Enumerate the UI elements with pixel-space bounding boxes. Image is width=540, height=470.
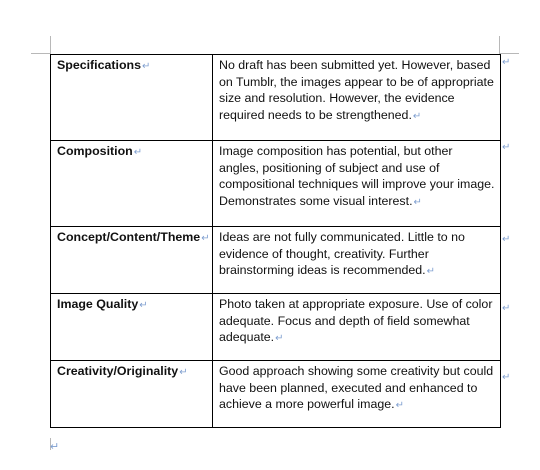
row-end-mark-icon: ↵: [502, 142, 511, 153]
paragraph-mark-icon: ↵: [426, 266, 435, 277]
paragraph-mark-icon: ↵: [142, 61, 151, 72]
margin-crop-mark-top-right-horizontal: [499, 53, 519, 54]
feedback-cell[interactable]: [213, 361, 501, 428]
criterion-label: Specifications: [57, 58, 142, 72]
table-row: [51, 294, 501, 361]
feedback-text: Ideas are not fully communicated. Little to no evidence of thought, creativity. Further brainstorming ideas is recommended.: [219, 230, 465, 277]
feedback-cell[interactable]: [213, 141, 501, 227]
table-row: [51, 141, 501, 227]
feedback-text: Photo taken at appropriate exposure. Use of color adequate. Focus and depth of field somewhat adequate.: [219, 297, 493, 344]
row-end-mark-icon: ↵: [502, 372, 511, 383]
paragraph-mark-icon: ↵: [139, 300, 148, 311]
criterion-label: Creativity/Originality: [57, 364, 179, 378]
criterion-cell[interactable]: [51, 55, 213, 141]
feedback-cell[interactable]: [213, 55, 501, 141]
feedback-cell[interactable]: [213, 227, 501, 294]
criterion-label: Composition: [57, 144, 133, 158]
feedback-cell[interactable]: [213, 294, 501, 361]
paragraph-mark-icon: ↵: [395, 400, 405, 411]
paragraph-mark-icon: ↵: [413, 196, 422, 208]
feedback-text: Image composition has potential, but other angles, positioning of subject and use of compositional techniques will improve your image. Demonstrates some visual interest.: [219, 144, 495, 208]
criterion-label: Concept/Content/Theme: [57, 230, 201, 244]
paragraph-mark-icon: ↵: [275, 333, 284, 344]
table-row: [51, 55, 501, 141]
row-end-mark-icon: ↵: [502, 234, 511, 245]
table-row: [51, 361, 501, 428]
margin-crop-mark-top-left-horizontal: [31, 53, 51, 54]
paragraph-mark-icon: ↵: [201, 233, 210, 244]
row-end-mark-icon: ↵: [502, 303, 511, 314]
rubric-table[interactable]: [50, 54, 501, 428]
table-row: [51, 227, 501, 294]
paragraph-mark-icon: ↵: [133, 147, 143, 158]
document-end-paragraph-mark-icon: ↵: [50, 441, 60, 453]
row-end-mark-icon: ↵: [502, 57, 511, 68]
paragraph-mark-icon: ↵: [179, 367, 188, 378]
criterion-label: Image Quality: [57, 297, 139, 311]
criterion-cell[interactable]: [51, 294, 213, 361]
feedback-text: Good approach showing some creativity but could have been planned, executed and enhanced to achieve a more powerful image.: [219, 364, 494, 411]
margin-crop-mark-top-right-vertical: [499, 36, 500, 54]
paragraph-mark-icon: ↵: [412, 110, 422, 122]
margin-crop-mark-top-left-vertical: [50, 36, 51, 54]
feedback-text: No draft has been submitted yet. However, based on Tumblr, the images appear to be of appropriate size and resolution. However, the evidence required needs to be strengthened.: [219, 58, 494, 122]
criterion-cell[interactable]: [51, 141, 213, 227]
criterion-cell[interactable]: [51, 227, 213, 294]
criterion-cell[interactable]: [51, 361, 213, 428]
